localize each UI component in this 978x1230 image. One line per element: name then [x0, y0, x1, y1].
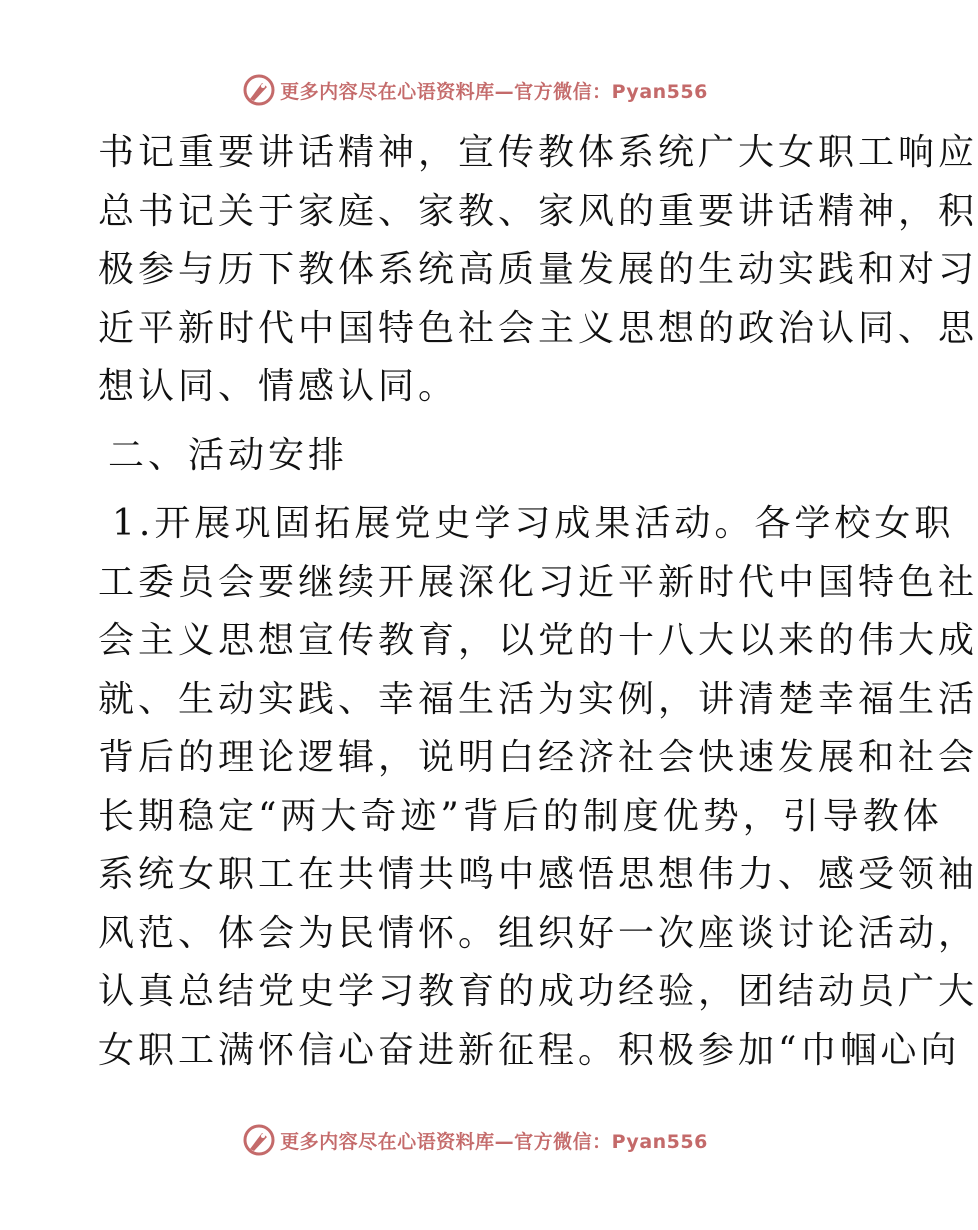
watermark-text: 更多内容尽在心语资料库—官方微信：Pyan556 [280, 1130, 708, 1153]
paragraph-1 [98, 124, 978, 417]
paragraph-2 [98, 495, 978, 1080]
text-line: 认真总结党史学习教育的成功经验，团结动员广大 [98, 971, 978, 1012]
text-line: 极参与历下教体系统高质量发展的生动实践和对习 [98, 249, 978, 290]
document-body [98, 124, 978, 1080]
text-line: 风范、体会为民情怀。组织好一次座谈讨论活动， [98, 912, 978, 954]
text-line: 工委员会要继续开展深化习近平新时代中国特色社 [98, 561, 978, 603]
text-line: 近平新时代中国特色社会主义思想的政治认同、思 [98, 307, 978, 349]
text-line: 书记重要讲话精神，宣传教体系统广大女职工响应 [98, 132, 978, 173]
pen-nib-logo-icon [242, 73, 276, 107]
pen-nib-logo-icon [242, 1123, 276, 1157]
text-line: 就、生动实践、幸福生活为实例，讲清楚幸福生活 [98, 678, 978, 720]
text-line: 会主义思想宣传教育，以党的十八大以来的伟大成 [98, 620, 978, 661]
text-line: 背后的理论逻辑，说明白经济社会快速发展和社会 [98, 737, 978, 778]
text-line: 长期稳定“两大奇迹”背后的制度优势，引导教体 [98, 795, 943, 837]
text-line: 想认同、情感认同。 [98, 366, 459, 407]
watermark-text: 更多内容尽在心语资料库—官方微信：Pyan556 [280, 80, 708, 103]
header-watermark [0, 70, 950, 110]
footer-watermark [0, 1120, 950, 1160]
section-heading: 二、活动安排 [108, 434, 349, 476]
text-line: 系统女职工在共情共鸣中感悟思想伟力、感受领袖 [98, 854, 978, 895]
text-line: 总书记关于家庭、家教、家风的重要讲话精神，积 [98, 190, 978, 232]
text-line: 女职工满怀信心奋进新征程。积极参加“巾帼心向 [98, 1029, 961, 1071]
text-line: 1.开展巩固拓展党史学习成果活动。各学校女职 [112, 503, 955, 544]
